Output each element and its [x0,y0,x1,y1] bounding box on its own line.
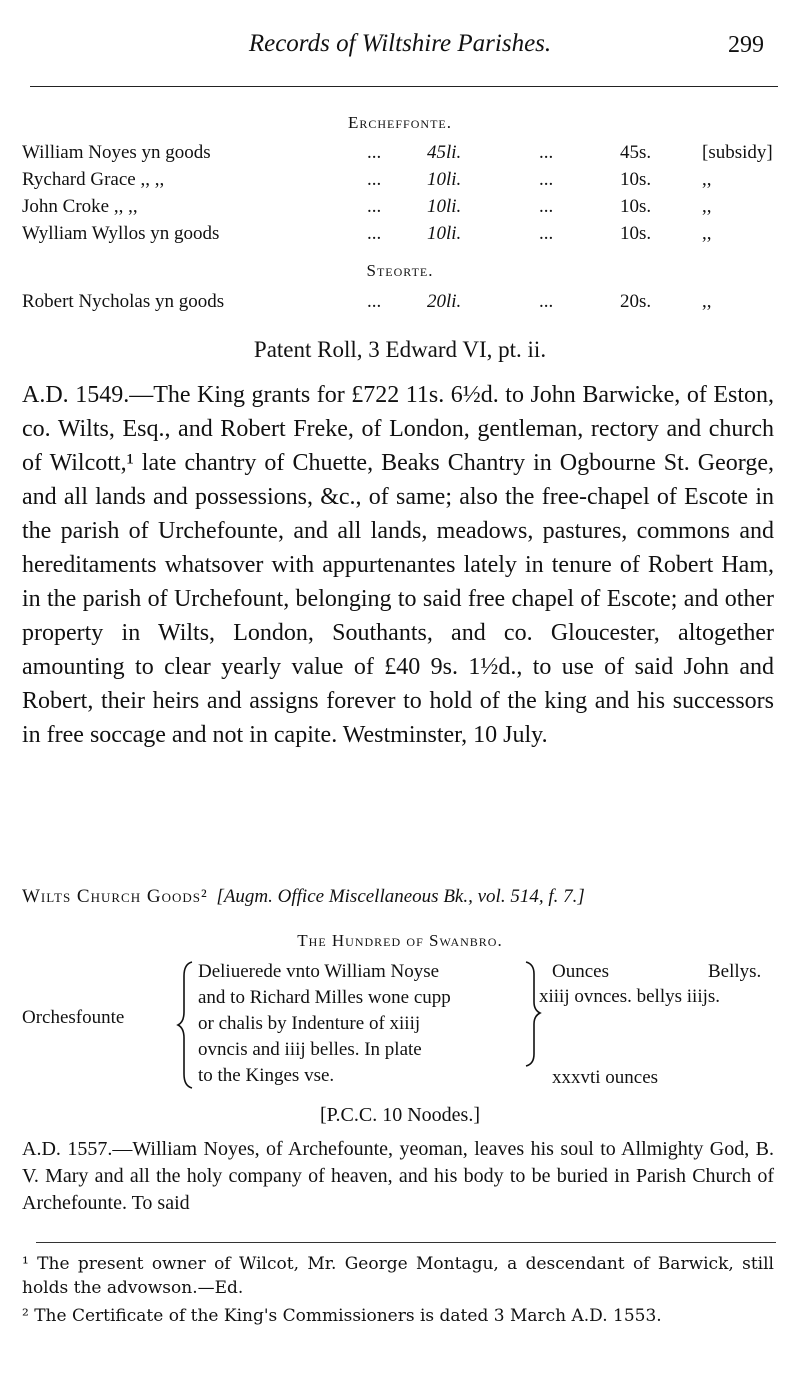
ounces-bellys-entry: xiiij ovnces. bellys iiijs. [539,986,721,1007]
ounces-total: xxxvti ounces [552,1067,659,1088]
table-row [22,291,778,317]
subsidy-note: [subsidy] [702,142,773,163]
person-name: Robert Nycholas yn goods [22,291,225,312]
place-name: Orchesfounte [22,1007,125,1028]
person-name: John Croke ,, ,, [22,196,138,217]
subsidy-note: ,, [702,223,712,244]
subsidy-note: ,, [702,291,712,312]
table-row [22,142,778,168]
table-row [22,196,778,222]
inventory-entry [22,958,778,1098]
leader-dots: ... [367,223,382,244]
table-row [22,169,778,195]
bellys-column-heading: Bellys. [708,961,762,982]
running-title: Records of Wiltshire Parishes. [248,30,552,57]
pcc-paragraph: A.D. 1557.—William Noyes, of Archefounte, yeoman, leaves his soul to Allmighty God, B. V. Mary and all the holy company of heaven, and his body to be buried in Parish Church of Archefounte. To said [22,1138,774,1214]
leader-dots: ... [367,169,382,190]
inventory-line: and to Richard Milles wone cupp [198,987,451,1008]
subsidy-amount: 45s. [620,142,652,163]
leader-dots: ... [539,169,554,190]
pcc-heading: [P.C.C. 10 Noodes.] [319,1104,480,1126]
page-number: 299 [728,32,764,58]
header-rule [30,86,778,87]
footnote-1: ¹ The present owner of Wilcot, Mr. George Montagu, a descendant of Barwick, still holds the advowson.—Ed. [22,1254,774,1298]
goods-value: 20li. [427,291,462,312]
subsidy-amount: 20s. [620,291,652,312]
person-name: Wylliam Wyllos yn goods [22,223,220,244]
subsidy-note: ,, [702,196,712,217]
inventory-line: to the Kinges vse. [198,1065,335,1086]
left-brace-icon [176,960,198,1090]
person-name: William Noyes yn goods [22,142,211,163]
inventory-line: or chalis by Indenture of xiiij [198,1013,421,1034]
section-heading-ercheffonte: Ercheffonte. [348,113,452,132]
section-heading-steorte: Steorte. [366,261,434,280]
inventory-line: Deliuerede vnto William Noyse [198,961,440,982]
right-brace-icon [522,960,544,1070]
patent-roll-paragraph: A.D. 1549.—The King grants for £722 11s. 6½d. to John Barwicke, of Eston, co. Wilts, Esq., and Robert Freke, of London, gentleman, rectory and church of Wilcott,¹ late chantry of Chuette, Beaks Chantry in Ogbourne St. George, and all lands and possessions, &c., of same; also the free-chapel of Escote in the parish of Urchefounte, and all lands, meadows, pastures, commons and hereditaments whatsover with appurtenantes lately in tenure of Robert Ham, in the parish of Urchefount, belonging to said free chapel of Escote; and other property in Wilts, London, Southants, and co. Gloucester, altogether amounting to clear yearly value of £40 9s. 1½d., to use of said John and Robert, their heirs and assigns forever to hold of the king and his successors in free soccage and not in capite. Westminster, 10 July. [22,382,774,748]
subsidy-amount: 10s. [620,169,652,190]
footnote-rule [36,1242,776,1243]
church-goods-reference: [Augm. Office Miscellaneous Bk., vol. 514, f. 7.] [216,886,585,907]
church-goods-heading [22,886,585,908]
person-name: Rychard Grace ,, ,, [22,169,165,190]
leader-dots: ... [539,291,554,312]
goods-value: 45li. [427,142,462,163]
patent-roll-heading: Patent Roll, 3 Edward VI, pt. ii. [253,337,547,362]
goods-value: 10li. [427,223,462,244]
leader-dots: ... [539,142,554,163]
leader-dots: ... [539,223,554,244]
church-goods-title: Wilts Church Goods² [22,886,208,907]
subsidy-amount: 10s. [620,223,652,244]
subsidy-note: ,, [702,169,712,190]
goods-value: 10li. [427,169,462,190]
ounces-column-heading: Ounces [552,961,609,982]
inventory-line: ovncis and iiij belles. In plate [198,1039,422,1060]
table-row [22,223,778,249]
leader-dots: ... [367,142,382,163]
subsidy-amount: 10s. [620,196,652,217]
goods-value: 10li. [427,196,462,217]
footnote-2: ² The Certificate of the King's Commissioners is dated 3 March A.D. 1553. [22,1306,662,1326]
leader-dots: ... [539,196,554,217]
hundred-heading: The Hundred of Swanbro. [297,931,503,950]
leader-dots: ... [367,196,382,217]
leader-dots: ... [367,291,382,312]
